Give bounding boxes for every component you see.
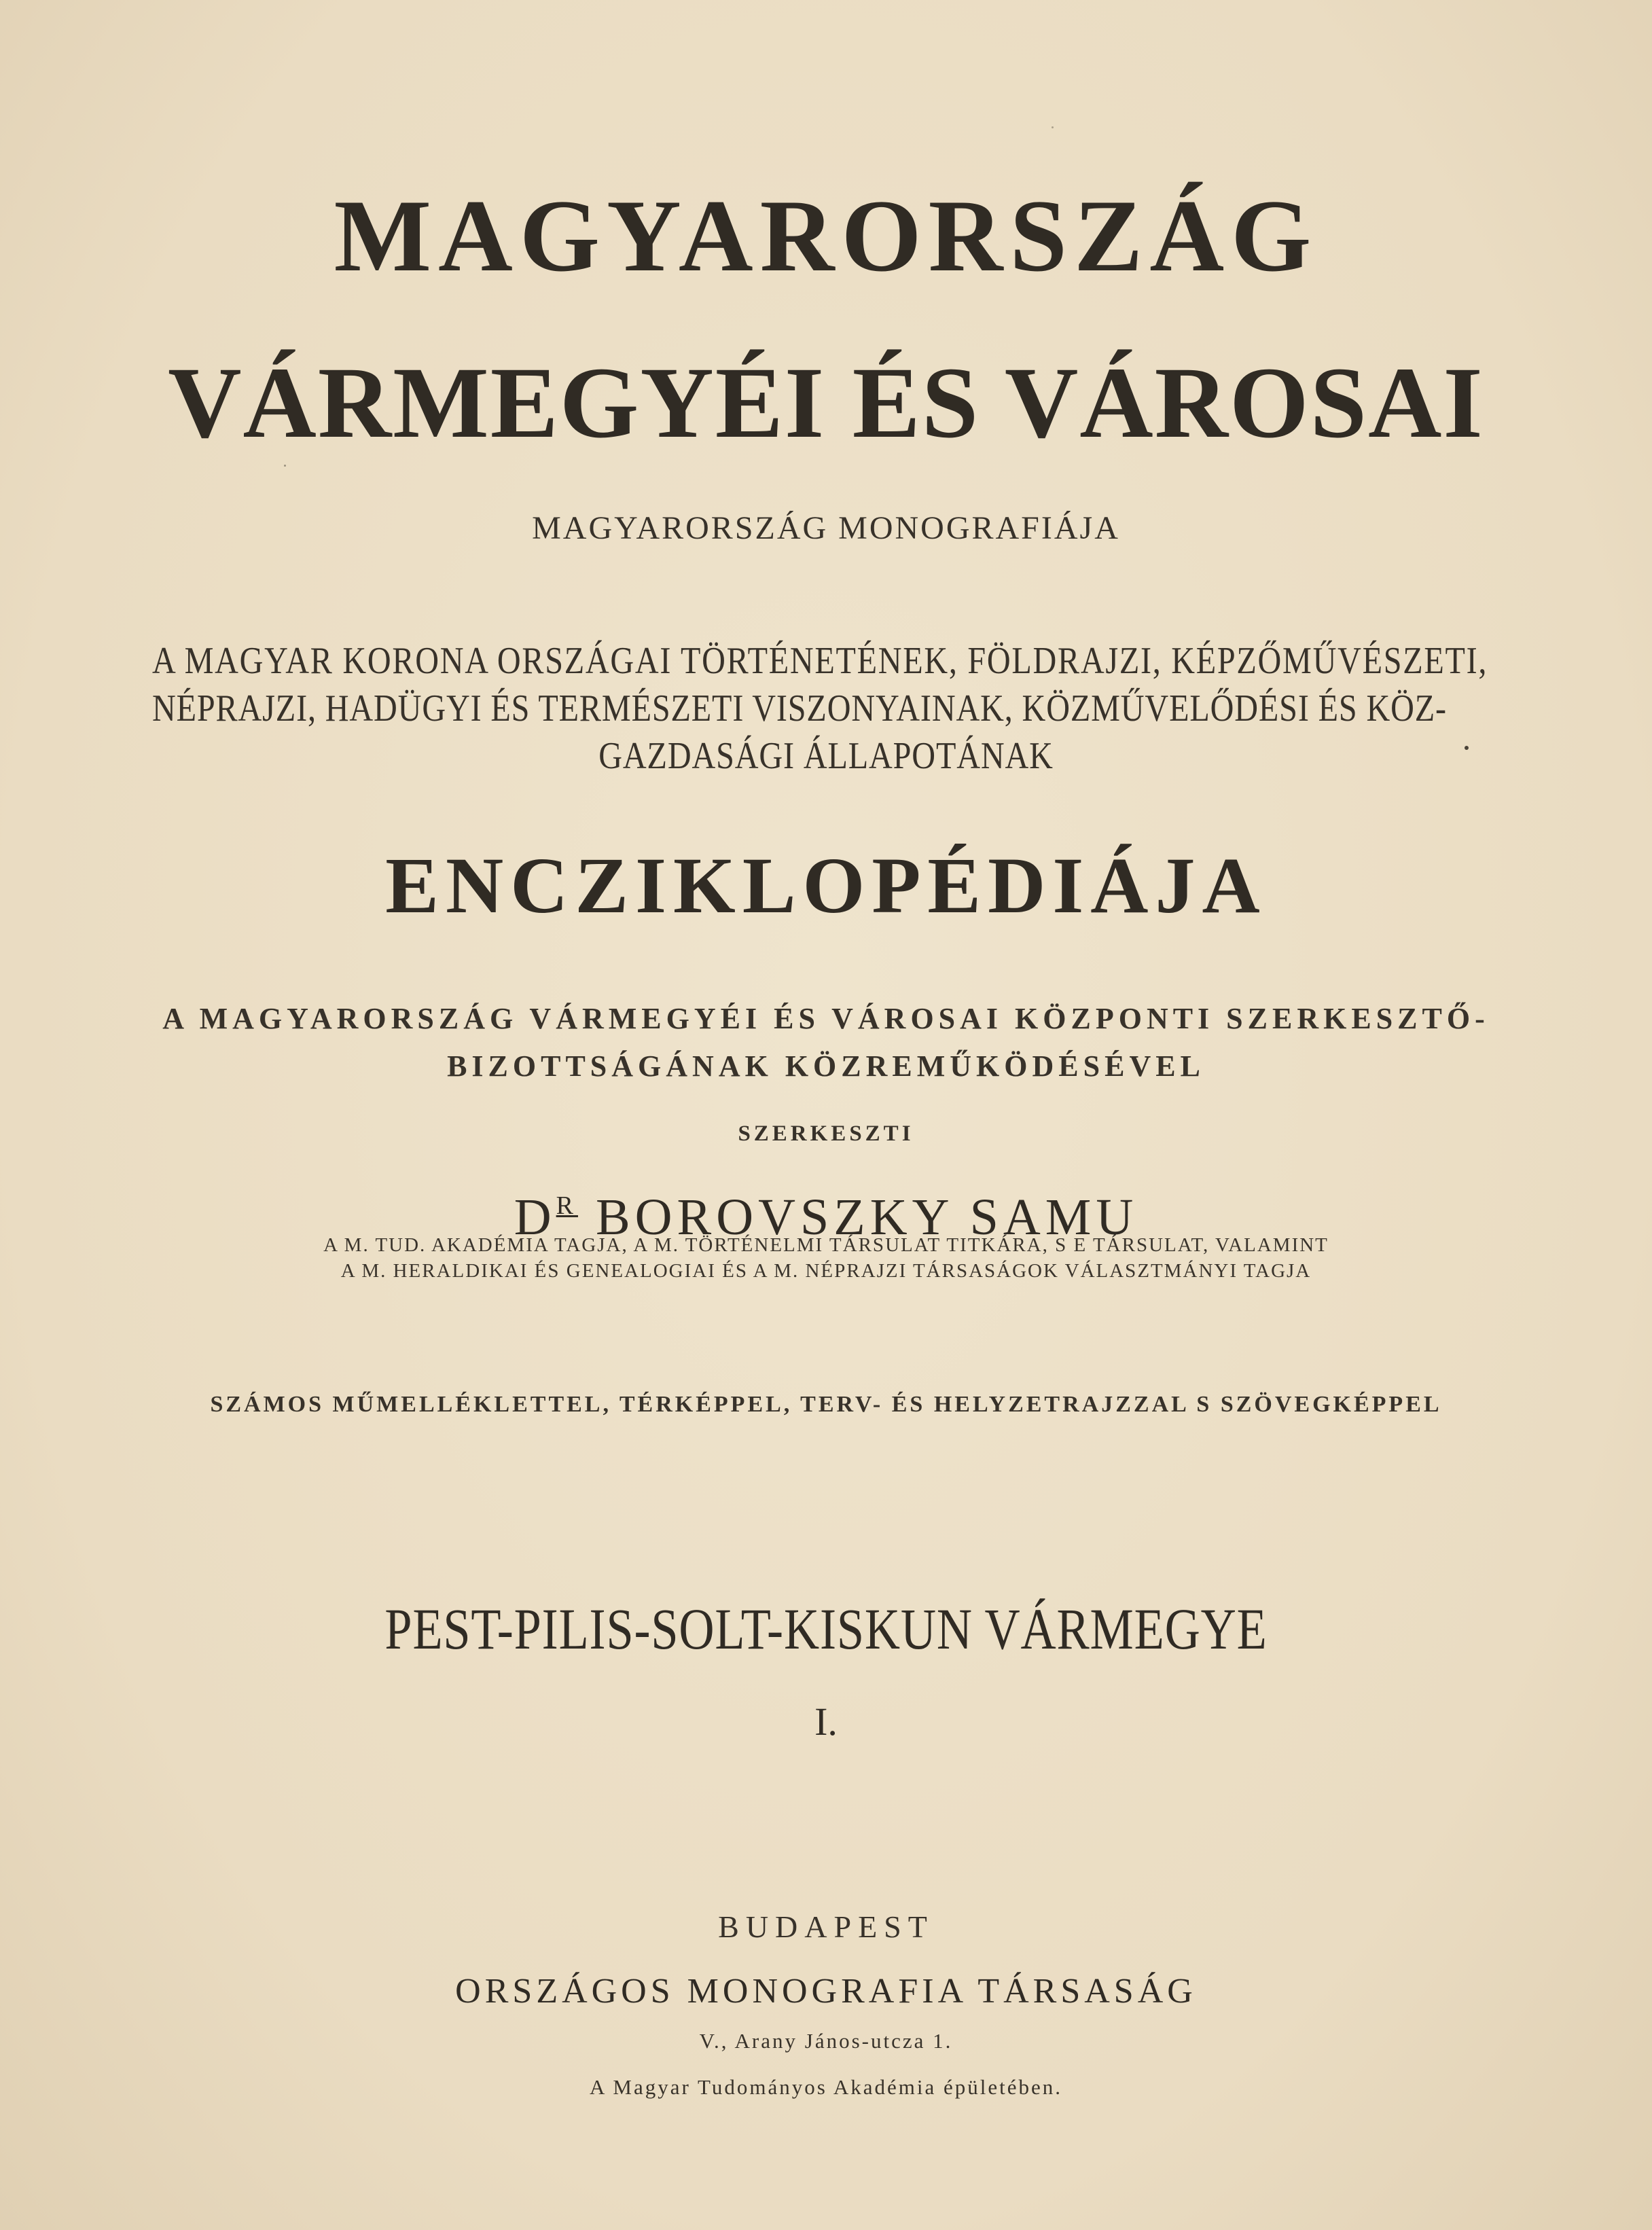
cooperation-line-2: BIZOTTSÁGÁNAK KÖZREMŰKÖDÉSÉVEL [447,1049,1205,1083]
volume-number: I. [814,1700,838,1744]
description-line-3: GAZDASÁGI ÁLLAPOTÁNAK [598,735,1054,777]
ink-speck [284,465,286,467]
imprint-building: A Magyar Tudományos Akadémia épületében. [590,2075,1062,2099]
county-title: PEST-PILIS-SOLT-KISKUN VÁRMEGYE [384,1596,1268,1661]
affiliation-line-1: A M. TUD. AKADÉMIA TAGJA, A M. TÖRTÉNELMI TÁRSULAT TITKÁRA, S E TÁRSULAT, VALAMINT [323,1234,1329,1256]
editor-name-text: BOROVSZKY SAMU [595,1189,1138,1246]
ink-speck [1052,126,1054,128]
encyclopedia-heading: ENCZIKLOPÉDIÁJA [385,841,1267,930]
editor-title-prefix: D [514,1189,556,1246]
subtitle: MAGYARORSZÁG MONOGRAFIÁJA [532,510,1120,546]
editor-title-suffix: R [556,1191,578,1220]
description-line-2: NÉPRAJZI, HADÜGYI ÉS TERMÉSZETI VISZONYAINAK, KÖZMŰVELŐDÉSI ÉS KÖZ- [152,687,1447,730]
illustrations-note: SZÁMOS MŰMELLÉKLETTEL, TÉRKÉPPEL, TERV- ÉS HELYZETRAJZZAL S SZÖVEGKÉPPEL [210,1392,1442,1417]
cooperation-line-1: A MAGYARORSZÁG VÁRMEGYÉI ÉS VÁROSAI KÖZPONTI SZERKESZTŐ- [162,1002,1490,1035]
main-title-line-2: VÁRMEGYÉI ÉS VÁROSAI [168,346,1484,459]
ink-speck [1465,746,1469,750]
imprint-publisher: ORSZÁGOS MONOGRAFIA TÁRSASÁG [455,1972,1197,2011]
description-line-1: A MAGYAR KORONA ORSZÁGAI TÖRTÉNETÉNEK, FÖLDRAJZI, KÉPZŐMŰVÉSZETI, [152,640,1488,682]
imprint-address: V., Arany János-utcza 1. [699,2029,953,2053]
edited-by-label: SZERKESZTI [738,1121,914,1146]
affiliation-line-2: A M. HERALDIKAI ÉS GENEALOGIAI ÉS A M. NÉPRAJZI TÁRSASÁGOK VÁLASZTMÁNYI TAGJA [340,1260,1312,1282]
imprint-city: BUDAPEST [718,1909,934,1944]
main-title-line-1: MAGYARORSZÁG [334,179,1318,293]
